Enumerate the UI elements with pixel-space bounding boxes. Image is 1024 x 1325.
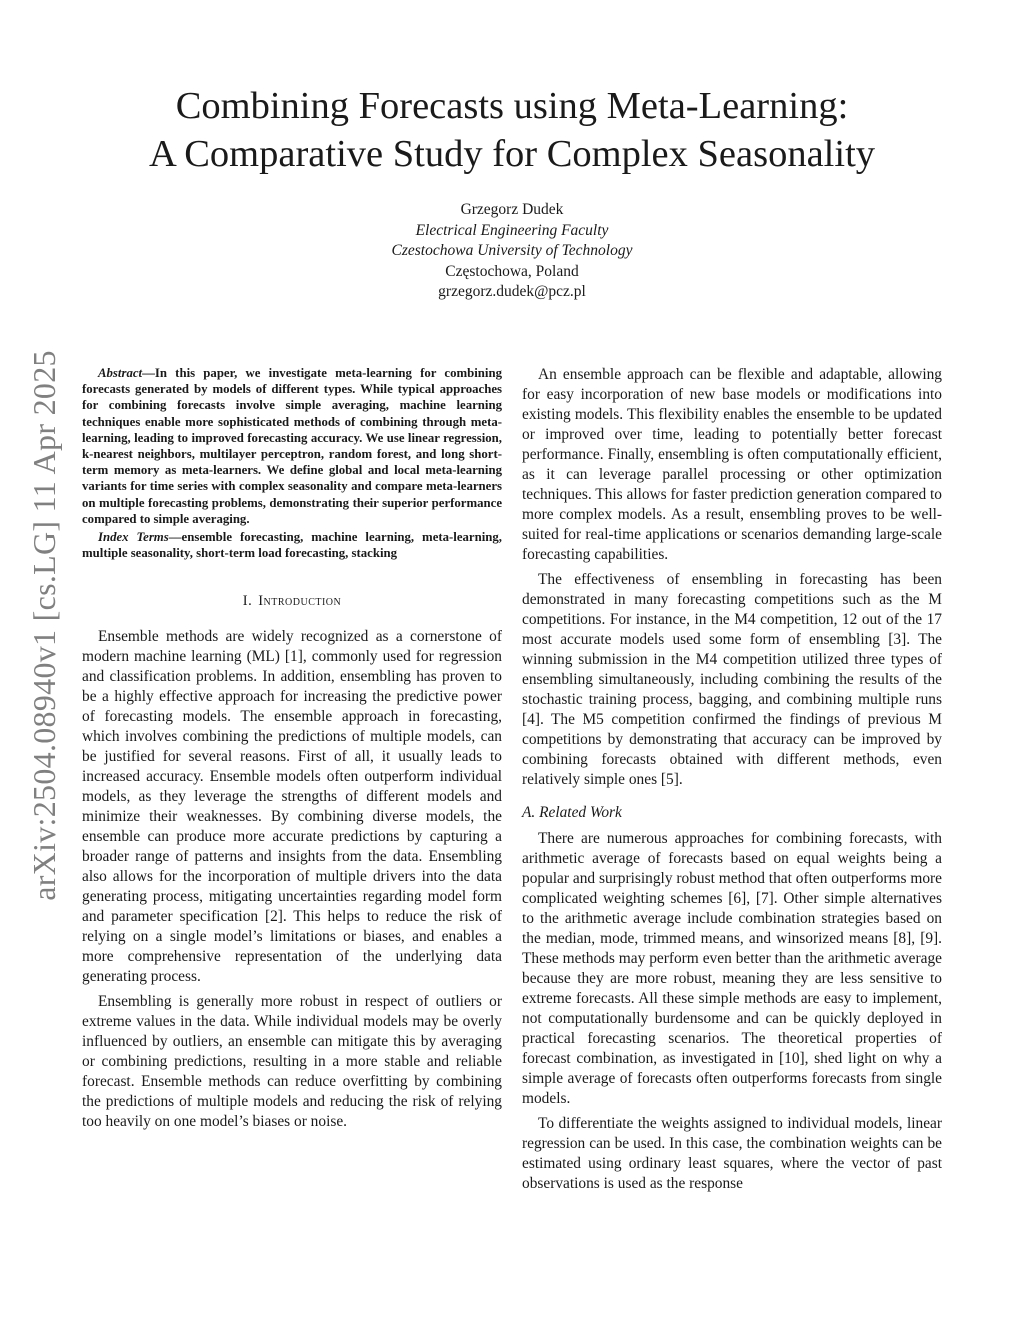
left-column: [82, 365, 502, 1132]
abstract-label: Abstract: [98, 366, 143, 380]
right-column: [522, 365, 942, 1194]
paper-title: [80, 82, 944, 178]
author-university: Czestochowa University of Technology: [391, 242, 633, 260]
intro-paragraph-1: Ensemble methods are widely recognized as a cornerstone of modern machine learning (ML) [1], commonly used for regression and classification problems. In addition, ensembling has proven to be a highly effective approach for increasing the predictive power of forecasting models. The ensemble approach in forecasting, which involves combining the predictions of multiple models, can be justified for several reasons. First of all, it usually leads to increased accuracy. Ensemble models often outperform individual models, as they leverage the strengths of different models and minimize their weaknesses. By combining diverse models, the ensemble can produce more accurate predictions by capturing a broader range of patterns and insights from the data. Ensembling also allows for the incorporation of multiple drivers into the data generating process, mitigating uncertainties regarding model form and parameter specification [2]. This helps to reduce the risk of relying on a single model’s limitations or biases, and enables a more comprehensive representation of the underlying data generating process.: [82, 628, 502, 986]
section-number: I.: [242, 593, 253, 610]
index-terms: [82, 529, 502, 561]
related-work-paragraph-1: There are numerous approaches for combining forecasts, with arithmetic average of forecasts based on equal weights being a popular and surprisingly robust method that often outperforms more complicated weighting schemes [6], [7]. Other simple alternatives to the arithmetic average include combination strategies based on the median, mode, trimmed means, and winsorized means [8], [9]. These methods may perform even better than the arithmetic average because they are more robust, meaning they are less sensitive to extreme forecasts. All these simple methods are easy to implement, not computationally burdensome and can be quickly deployed in practical forecasting scenarios. The theoretical properties of forecast combination, as investigated in [10], shed light on why a simple average of forecasts often outperforms forecasts from single models.: [522, 830, 942, 1107]
author-department: Electrical Engineering Faculty: [415, 221, 609, 239]
title-line-2: A Comparative Study for Complex Seasonality: [148, 133, 876, 175]
author-block: [80, 200, 944, 303]
intro-paragraph-2: Ensembling is generally more robust in respect of outliers or extreme values in the data. While individual models may be overly influenced by outliers, an ensemble can mitigate this by averaging or combining predictions, resulting in a more stable and reliable forecast. Ensemble methods can reduce overfitting by combining the predictions of multiple models and reducing the risk of relying too heavily on one model’s biases or noise.: [82, 993, 502, 1131]
author-email[interactable]: grzegorz.dudek@pcz.pl: [438, 283, 586, 301]
right-paragraph-1: An ensemble approach can be flexible and adaptable, allowing for easy incorporation of new base models or modifications into existing models. This flexibility enables the ensemble to be updated or improved over time, leading to potentially better forecast performance. Finally, ensembling is often computationally efficient, as it can leverage parallel processing or other optimization techniques. This allows for faster prediction generation compared to more complex models. As a result, ensembling proves to be well-suited for real-time applications or scenarios demanding large-scale forecasting capabilities.: [522, 366, 942, 563]
title-line-1: Combining Forecasts using Meta-Learning:: [175, 85, 849, 127]
index-terms-text: —ensemble forecasting, machine learning, meta-learning, multiple seasonality, short-term load forecasting, stacking: [82, 530, 502, 561]
related-work-paragraph-2: To differentiate the weights assigned to individual models, linear regression can be used. In this case, the combination weights can be estimated using ordinary least squares, where the vector of past observations is used as the response: [522, 1115, 942, 1192]
author-name: Grzegorz Dudek: [460, 201, 564, 218]
arxiv-stamp: [14, 315, 74, 935]
abstract-text: —In this paper, we investigate meta-learning for combining forecasts generated by models of different types. While typical approaches for combining forecasts involve simple averaging, machine learning techniques enable more sophisticated methods of combining through meta-learning, leading to improved forecasting accuracy. We use linear regression, k-nearest neighbors, multilayer perceptron, random forest, and long short-term memory as meta-learners. We define global and local meta-learning variants for time series with complex seasonality and compare meta-learners on multiple forecasting problems, demonstrating their superior performance compared to simple averaging.: [82, 366, 502, 526]
section-heading-introduction: [82, 591, 502, 611]
index-terms-label: Index Terms: [98, 530, 169, 545]
right-paragraph-2: The effectiveness of ensembling in forecasting has been demonstrated in many forecasting competitions such as the M competitions. For instance, in the M4 competition, 12 out of the 17 most accurate models used some form of ensembling [3]. The winning submission in the M4 competition utilized three types of ensembling simultaneously, including combining the results of the stochastic training process, bagging, and combining multiple runs [4]. The M5 competition confirmed the findings of previous M competitions by demonstrating that accuracy can be improved by combining forecasts obtained with different methods, even relatively simple ones [5].: [522, 571, 942, 788]
section-title: Introduction: [258, 593, 342, 610]
arxiv-stamp-text: arXiv:2504.08940v1 [cs.LG] 11 Apr 2025: [25, 349, 62, 901]
subsection-heading-related-work: A. Related Work: [522, 804, 622, 821]
abstract: [82, 365, 502, 527]
author-city: Częstochowa, Poland: [445, 262, 579, 280]
